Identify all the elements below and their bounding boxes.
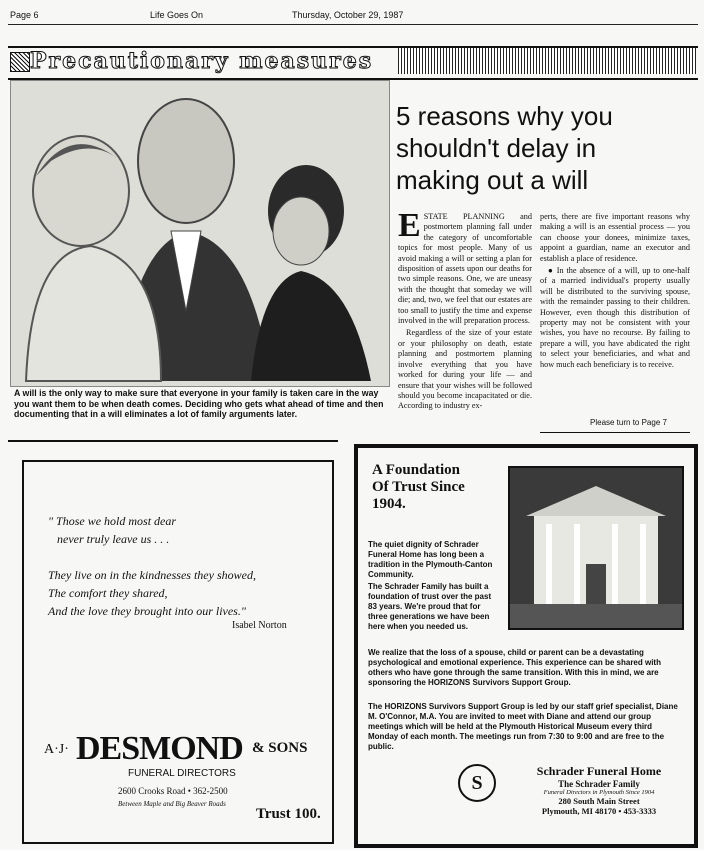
article-paragraph: Regardless of the size of your estate or your philosophy on death, estate planning and postmortem planning involve everything that you have worked for during your life — and ensure that your wishes will be followed should you become incapacitated or die. According to industry ex-	[398, 328, 532, 411]
section-title: Precautionary measures	[30, 48, 374, 74]
desmond-suffix: & SONS	[252, 740, 308, 756]
article-paragraph: STATE PLANNING and postmortem planning fall under the category of uncomfortable topics for most people. Many of us avoid making a will or setting a plan for disposition of assets upon our deaths for two simple reasons. One, we are uneasy with the thought that someday we will die; and, two, we feel that our estates are too small to justify the time and expense involved in the will preparation process.	[398, 212, 532, 326]
trust-logo: Trust 100.	[256, 806, 321, 822]
schrader-paragraph: The Schrader Family has built a foundation of trust over the past 83 years. We're proud that for three generations we have been here when you needed us.	[368, 582, 492, 631]
continued-note: Please turn to Page 7	[590, 418, 667, 427]
schrader-headline	[372, 462, 465, 513]
drop-cap: E	[398, 207, 421, 244]
schrader-paragraph: We realize that the loss of a spouse, child or parent can be a devastating psychological and emotional experience. This experience can be shared with others who have gone through the same transition. With this in mind, we are sponsoring the HORIZONS Survivors Support Group.	[368, 648, 661, 687]
photo-caption: A will is the only way to make sure that everyone in your family is taken care in the way you want them to be when death comes. Deciding who gets what ahead of time and then documenting that in a will eliminates a lot of family arguments later.	[14, 388, 384, 419]
poem-line	[48, 548, 256, 566]
funeral-home-photo	[508, 466, 684, 630]
issue-date: Thursday, October 29, 1987	[292, 10, 404, 20]
section-rule	[8, 440, 338, 442]
poem-line: The comfort they shared,	[48, 586, 168, 600]
headline-line: 5 reasons why you	[396, 101, 613, 131]
page-number: Page 6	[10, 10, 39, 20]
banner-ornament	[10, 52, 30, 72]
article-paragraph: perts, there are five important reasons why making a will is an essential process — you can choose your donees, minimize taxes, appoint a guardian, name an executor and establish a place of residence.	[540, 212, 690, 263]
poem-line: They live on in the kindnesses they showed,	[48, 568, 256, 582]
schrader-city: Plymouth, MI 48170 • 453-3333	[541, 806, 657, 816]
paper-name: Life Goes On	[150, 10, 204, 20]
schrader-logo: S	[458, 764, 496, 802]
schrader-signature	[514, 764, 684, 816]
desmond-address: 2600 Crooks Road • 362-2500	[118, 786, 228, 796]
headline-line: making out a will	[396, 165, 589, 195]
memorial-poem	[48, 512, 256, 620]
headline-line: 1904.	[372, 496, 406, 512]
desmond-subtitle: FUNERAL DIRECTORS	[128, 768, 236, 779]
article-column-1	[398, 207, 532, 414]
article-headline	[396, 100, 696, 196]
header-rule	[8, 24, 698, 25]
headline-line: Of Trust Since	[372, 479, 465, 495]
poem-line: " Those we hold most dear	[48, 514, 177, 528]
poem-author: Isabel Norton	[232, 620, 287, 631]
schrader-paragraph: The HORIZONS Survivors Support Group is led by our staff grief specialist, Diane M. O'Connor, M.A. You are invited to meet with Diane and attend our group meetings which will be held at the Plymouth Historical Museum every third Monday of each month. The meetings run from 7:30 to 9:00 and are free to the public.	[368, 702, 678, 751]
desmond-location: Between Maple and Big Beaver Roads	[118, 800, 226, 808]
desmond-prefix: A·J·	[44, 742, 69, 757]
banner-hatch	[398, 48, 696, 74]
schrader-name: Schrader Funeral Home	[536, 764, 662, 778]
schrader-paragraph: The quiet dignity of Schrader Funeral Home has long been a tradition in the Plymouth-Canton Community.	[368, 540, 493, 579]
poem-line: And the love they brought into our lives."	[48, 604, 246, 618]
column-rule	[540, 432, 690, 433]
article-paragraph: ● In the absence of a will, up to one-half of a married individual's property usually will be distributed to the surviving spouse, with the remainder passing to their children. However, even though this distribution of property may not be consistent with your wishes, you have no recourse. By failing to prepare a will, you have abdicated the right to select your beneficiaries, and what and how much each beneficiary is to receive.	[540, 266, 690, 369]
headline-line: A Foundation	[372, 462, 460, 478]
schrader-family: The Schrader Family	[558, 779, 640, 789]
headline-line: shouldn't delay in	[396, 133, 597, 163]
schrader-tagline: Funeral Directors in Plymouth Since 1904	[543, 789, 655, 796]
schrader-street: 280 South Main Street	[558, 796, 640, 806]
poem-line: never truly leave us . . .	[48, 532, 170, 546]
family-photo	[10, 80, 390, 387]
desmond-logo: DESMOND	[76, 730, 243, 767]
article-column-2	[540, 212, 690, 372]
